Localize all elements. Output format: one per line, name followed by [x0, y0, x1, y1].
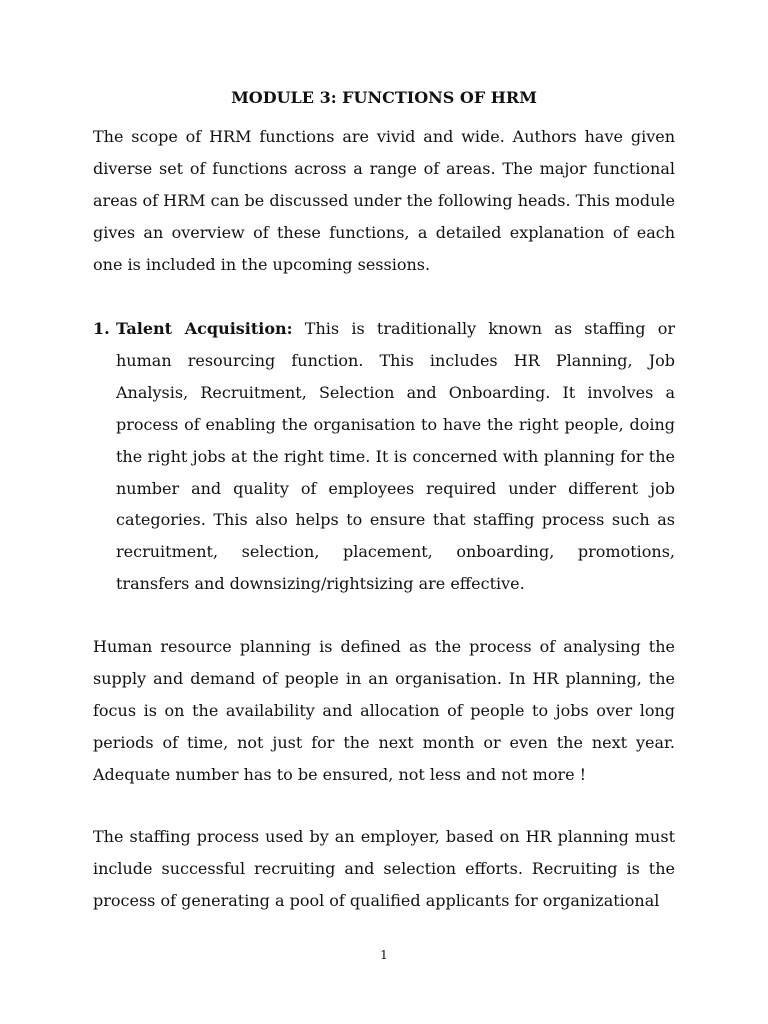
hr-planning-paragraph: Human resource planning is defined as the process of analysing the supply and demand of people in an organisation. In HR planning, the focus is on the availability and allocation of people to jobs over long periods of time, not just for the next month or even the next year. Adequate number has to be ensured, not less and not more !	[93, 637, 675, 784]
page-title: MODULE 3: FUNCTIONS OF HRM	[231, 88, 537, 107]
list-item-body	[116, 313, 675, 600]
intro-paragraph: The scope of HRM functions are vivid and wide. Authors have given diverse set of functions across a range of areas. The major functional areas of HRM can be discussed under the following heads. This module gives an overview of these functions, a detailed explanation of each one is included in the upcoming sessions.	[93, 127, 675, 274]
list-item-number: 1.	[93, 319, 110, 338]
page-number: 1	[380, 948, 388, 962]
staffing-paragraph: The staffing process used by an employer, based on HR planning must include successful recruiting and selection efforts. Recruiting is the process of generating a pool of qualified applicants for organizational	[93, 827, 675, 910]
list-item-text: This is traditionally known as staffing or human resourcing function. This includes HR Planning, Job Analysis, Recruitment, Selection and Onboarding. It involves a process of enabling the organisation to have the right people, doing the right jobs at the right time. It is concerned with planning for the number and quality of employees required under different job categories. This also helps to ensure that staffing process such as recruitment, selection, placement, onboarding, promotions, transfers and downsizing/rightsizing are effective.	[116, 319, 675, 594]
list-item-heading: Talent Acquisition:	[116, 319, 293, 338]
